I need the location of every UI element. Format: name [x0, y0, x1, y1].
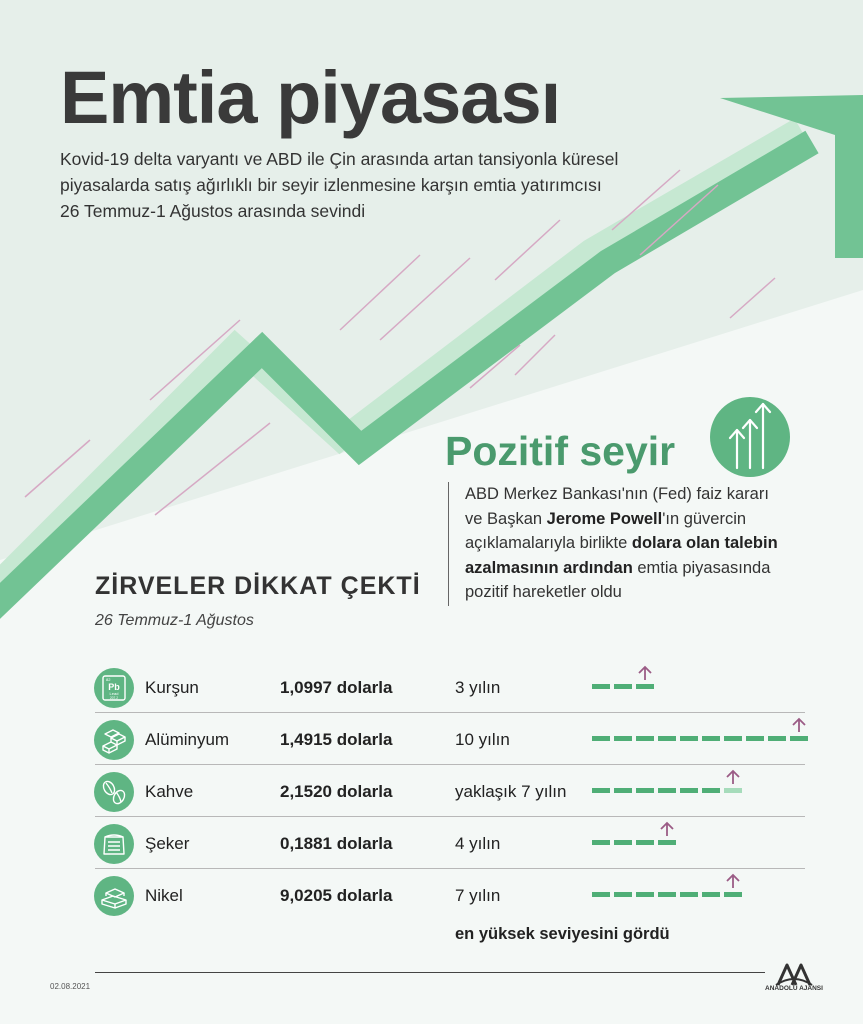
- positive-trend-heading: Pozitif seyir: [445, 428, 676, 474]
- years-bar: [590, 664, 820, 704]
- year-segment: [592, 684, 610, 689]
- commodity-years: 7 yılın: [455, 886, 501, 905]
- sugar-sack-icon: [93, 823, 135, 865]
- year-segment: [658, 736, 676, 741]
- lead-element-icon: [93, 667, 135, 709]
- commodity-row: [0, 664, 863, 716]
- peak-arrow-icon: [639, 667, 651, 680]
- year-segment: [724, 892, 742, 897]
- commodity-name: Kurşun: [145, 678, 199, 697]
- year-segment: [614, 840, 632, 845]
- commodity-value: 1,4915 dolarla: [280, 730, 393, 749]
- year-segment: [702, 788, 720, 793]
- commodity-years: yaklaşık 7 yılın: [455, 782, 567, 801]
- years-bar: [590, 820, 820, 860]
- row-divider: [95, 868, 805, 869]
- publish-date: 02.08.2021: [50, 982, 91, 991]
- commodity-value: 0,1881 dolarla: [280, 834, 393, 853]
- commodity-row: [0, 872, 863, 924]
- positive-text-bold: dolara olan talebin azalmasının ardından: [465, 534, 778, 577]
- section-subtitle: 26 Temmuz-1 Ağustos: [95, 612, 254, 629]
- commodity-years: 10 yılın: [455, 730, 510, 749]
- year-segment: [658, 892, 676, 897]
- footer-note: en yüksek seviyesini gördü: [455, 925, 670, 943]
- commodity-name: Şeker: [145, 834, 190, 853]
- year-segment: [680, 736, 698, 741]
- commodity-value: 1,0997 dolarla: [280, 678, 393, 697]
- agency-name: ANADOLU AJANSI: [765, 985, 823, 992]
- commodity-row: [0, 768, 863, 820]
- year-segment: [702, 892, 720, 897]
- lead-mass: 207.2: [110, 696, 118, 700]
- year-segment: [680, 892, 698, 897]
- commodity-row: [0, 716, 863, 768]
- year-segment: [592, 736, 610, 741]
- year-segment: [724, 788, 742, 793]
- lead-name: Lead: [109, 691, 119, 696]
- page-title: Emtia piyasası: [60, 56, 561, 139]
- years-bar: [590, 872, 820, 912]
- lead-number: 82: [106, 677, 111, 682]
- years-bar: [590, 716, 820, 756]
- commodity-row: [0, 820, 863, 872]
- year-segment: [702, 736, 720, 741]
- year-segment: [614, 684, 632, 689]
- agency-logo-icon: [772, 955, 816, 999]
- year-segment: [724, 736, 742, 741]
- year-segment: [592, 788, 610, 793]
- year-segment: [658, 840, 676, 845]
- lead-paragraph: Kovid-19 delta varyantı ve ABD ile Çin arasında artan tansiyonla küresel piyasalarda satış ağırlıklı bir seyir izlenmesine karşın emtia yatırımcısı 26 Temmuz-1 Ağustos arasında sevindi: [60, 149, 619, 221]
- year-segment: [614, 736, 632, 741]
- row-divider: [95, 712, 805, 713]
- commodity-name: Kahve: [145, 782, 194, 801]
- year-segment: [614, 892, 632, 897]
- year-segment: [636, 892, 654, 897]
- section-title: ZİRVELER DİKKAT ÇEKTİ: [95, 572, 421, 600]
- commodity-name: Nikel: [145, 886, 183, 905]
- peak-arrow-icon: [793, 719, 805, 732]
- lead-symbol: Pb: [108, 682, 120, 692]
- peak-arrow-icon: [661, 823, 673, 836]
- peak-arrow-icon: [727, 771, 739, 784]
- peak-arrow-icon: [727, 875, 739, 888]
- coffee-beans-icon: [93, 771, 135, 813]
- positive-text-part: emtia piyasasında pozitif hareketler oldu: [465, 558, 771, 601]
- footer-divider: [95, 972, 765, 973]
- commodity-years: 3 yılın: [455, 678, 501, 697]
- year-segment: [592, 840, 610, 845]
- aluminium-bars-icon: [93, 719, 135, 761]
- year-segment: [680, 788, 698, 793]
- year-segment: [658, 788, 676, 793]
- commodity-name: Alüminyum: [145, 730, 230, 749]
- year-segment: [636, 840, 654, 845]
- up-arrows-icon: [709, 396, 791, 478]
- year-segment: [636, 736, 654, 741]
- commodity-years: 4 yılın: [455, 834, 501, 853]
- positive-text-part: 'ın güvercin açıklamalarıyla birlikte: [465, 509, 747, 552]
- year-segment: [614, 788, 632, 793]
- year-segment: [746, 736, 764, 741]
- year-segment: [768, 736, 786, 741]
- positive-text-part: ABD Merkez Bankası'nın (Fed) faiz kararı ve Başkan: [465, 485, 769, 528]
- commodity-value: 9,0205 dolarla: [280, 886, 393, 905]
- positive-text-bold: Jerome Powell: [546, 509, 663, 528]
- positive-trend-text: [448, 482, 778, 606]
- nickel-bars-icon: [93, 875, 135, 917]
- commodity-value: 2,1520 dolarla: [280, 782, 393, 801]
- row-divider: [95, 764, 805, 765]
- years-bar: [590, 768, 820, 808]
- year-segment: [790, 736, 808, 741]
- row-divider: [95, 816, 805, 817]
- year-segment: [636, 684, 654, 689]
- year-segment: [636, 788, 654, 793]
- year-segment: [592, 892, 610, 897]
